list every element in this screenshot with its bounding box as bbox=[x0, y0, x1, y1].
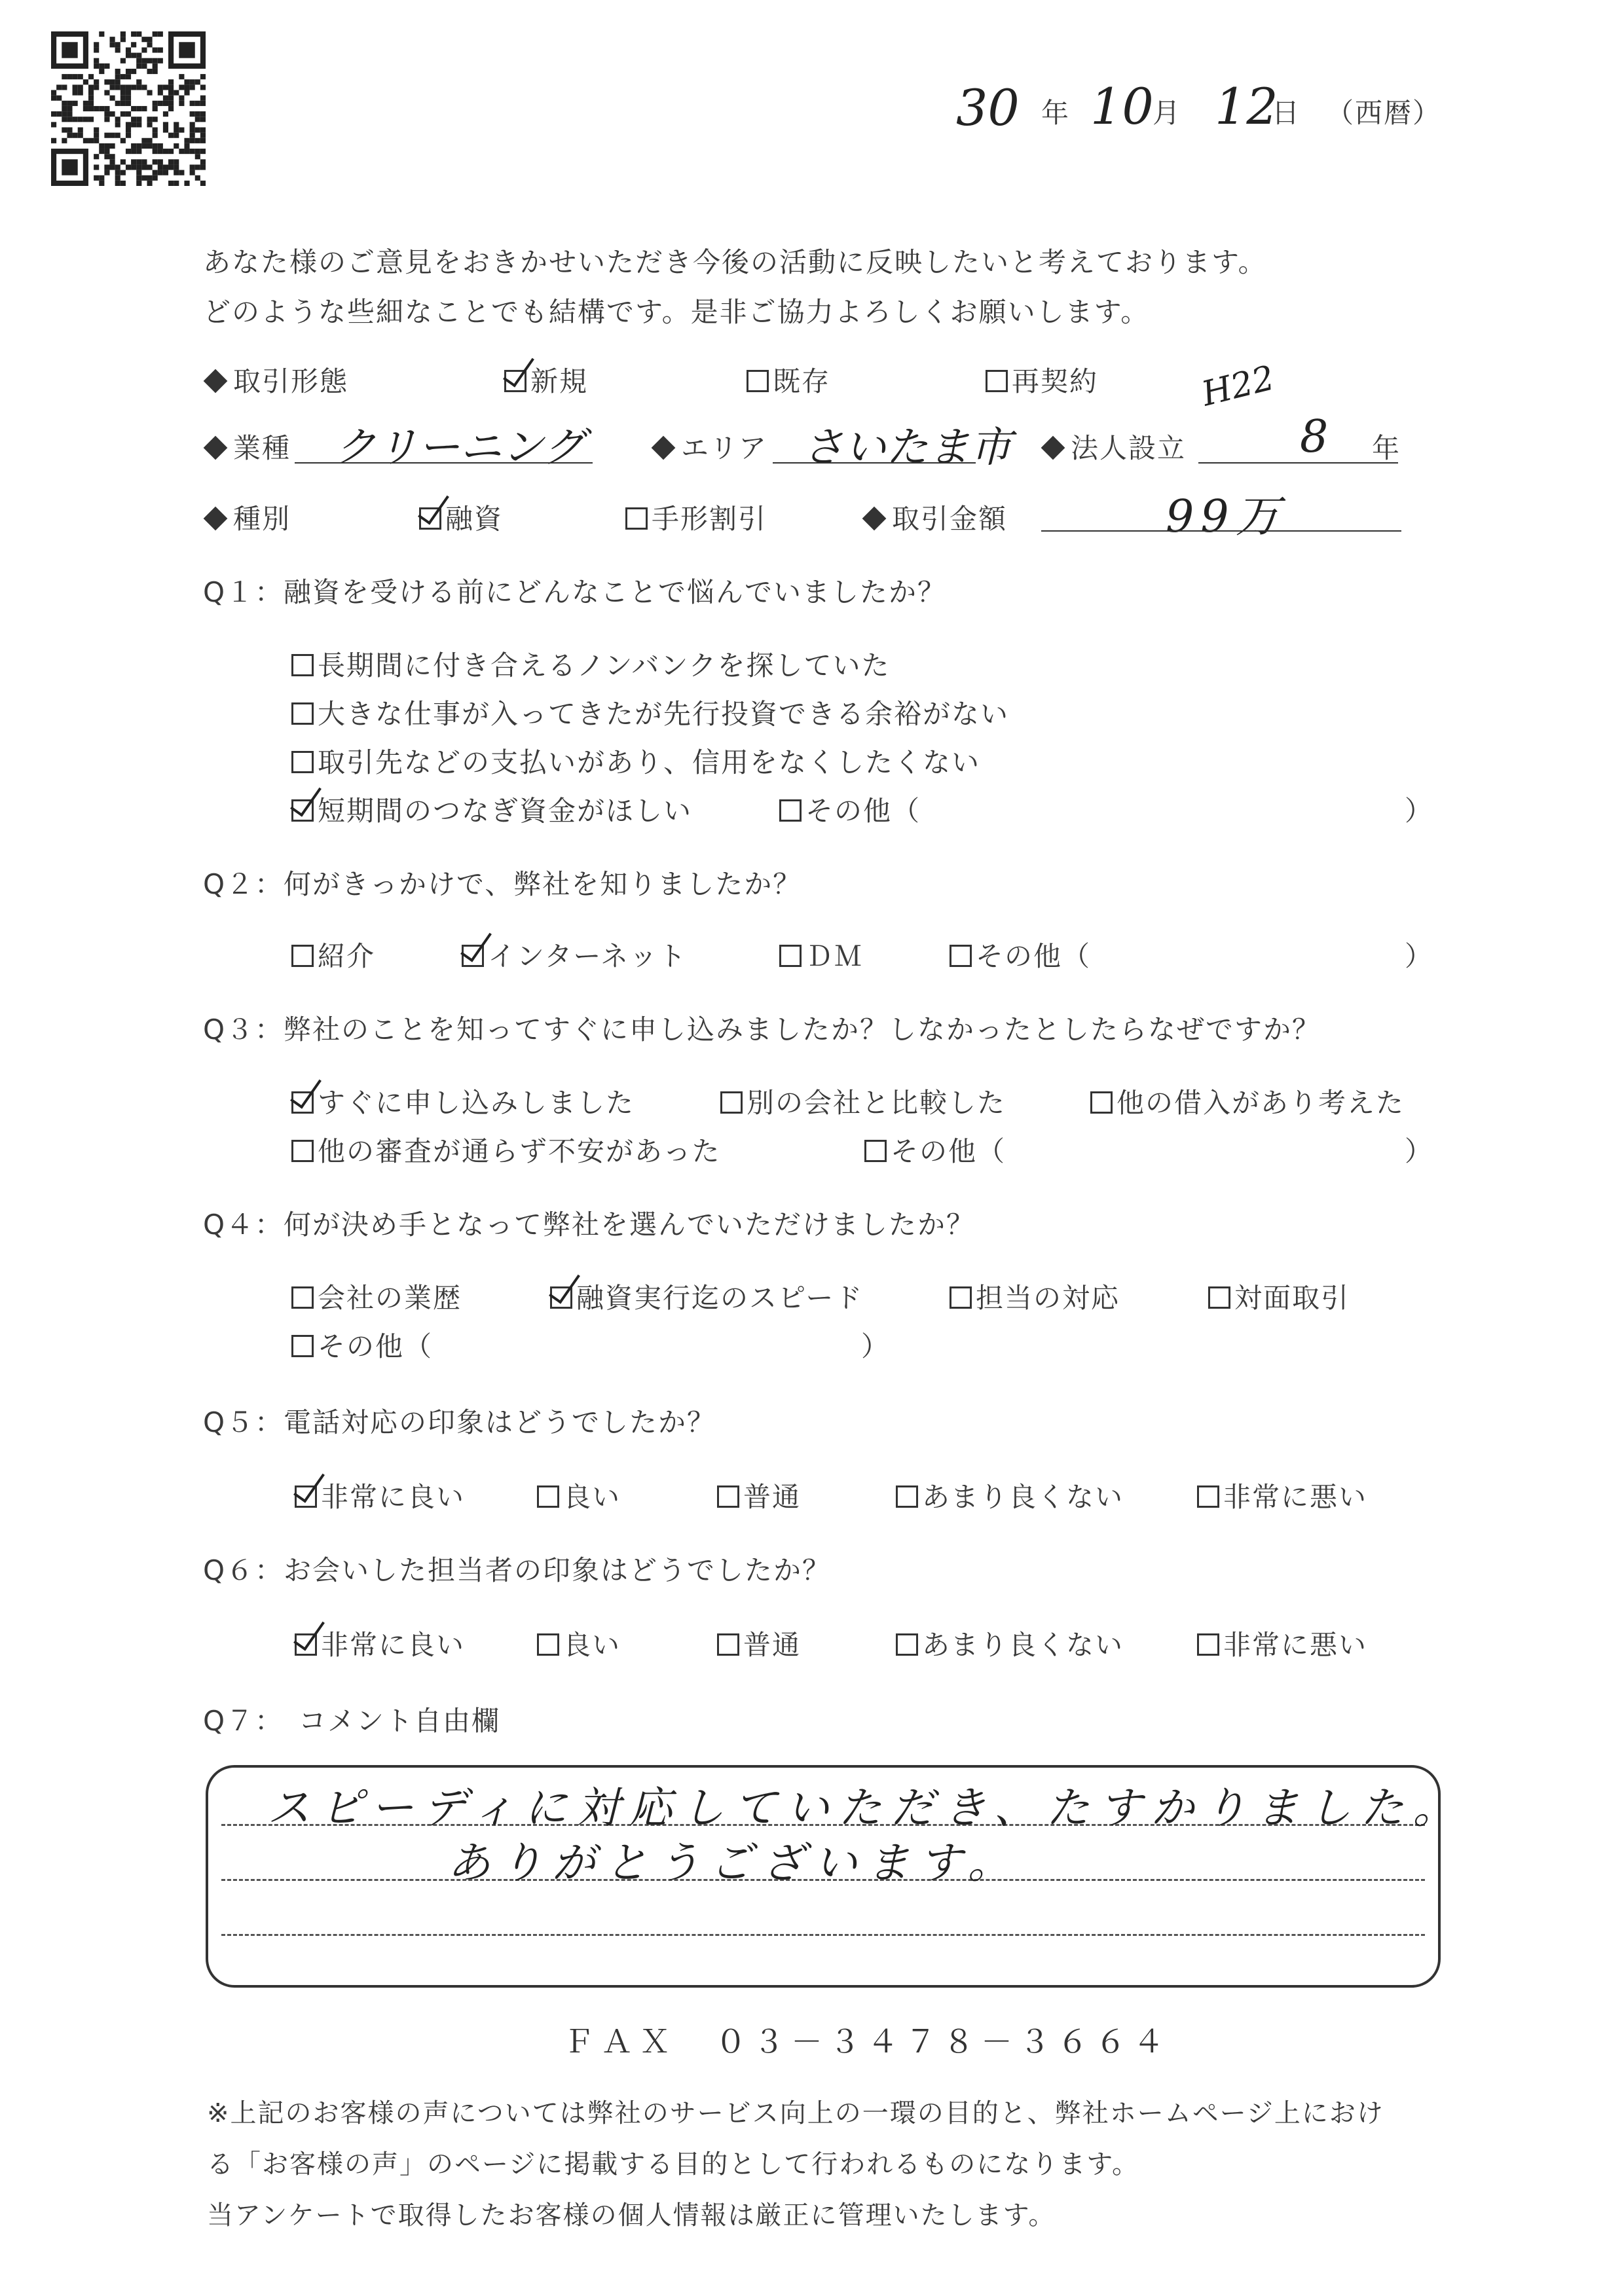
checkbox[interactable] bbox=[295, 1633, 317, 1656]
date-month: 10 bbox=[1090, 77, 1154, 136]
footer-line-3: 当アンケートで取得したお客様の個人情報は厳正に管理いたします。 bbox=[207, 2200, 1056, 2231]
q3-option-applied-soon[interactable]: すぐに申し込みしました bbox=[291, 1082, 635, 1121]
established-era-note: H22 bbox=[1198, 358, 1279, 414]
category-option-loan[interactable]: 融資 bbox=[419, 498, 503, 537]
checkbox[interactable] bbox=[291, 654, 314, 676]
comment-text-line-1: スピーディに対応していただき、たすかりました。 bbox=[267, 1783, 1466, 1833]
industry-underline bbox=[295, 462, 593, 464]
checkbox[interactable] bbox=[625, 507, 648, 530]
category-option-bill-discount[interactable]: 手形割引 bbox=[625, 498, 767, 537]
q4-option-face-to-face[interactable]: 対面取引 bbox=[1208, 1277, 1350, 1316]
comment-line-divider bbox=[221, 1934, 1425, 1936]
industry-value[interactable]: クリーニング bbox=[334, 424, 585, 472]
checkbox[interactable] bbox=[950, 945, 972, 967]
q1-option-1[interactable]: 長期間に付き合えるノンバンクを探していた bbox=[291, 644, 891, 683]
checkbox[interactable] bbox=[291, 1091, 314, 1114]
q6-option-not-good[interactable]: あまり良くない bbox=[896, 1624, 1124, 1663]
checkbox[interactable] bbox=[537, 1485, 559, 1508]
q3-option-other[interactable]: その他（ bbox=[864, 1130, 1006, 1169]
checkbox[interactable] bbox=[779, 799, 802, 822]
deal-type-label: 取引形態 bbox=[207, 360, 348, 399]
date-day: 12 bbox=[1215, 77, 1278, 136]
checkbox[interactable] bbox=[291, 945, 314, 967]
q4-title: Q４：何が決め手となって弊社を選んでいただけましたか？ bbox=[203, 1209, 976, 1241]
checkbox[interactable] bbox=[419, 507, 441, 530]
checkbox[interactable] bbox=[537, 1633, 559, 1656]
q6-title: Q６：お会いした担当者の印象はどうでしたか？ bbox=[203, 1554, 832, 1586]
q4-option-history[interactable]: 会社の業歴 bbox=[291, 1277, 462, 1316]
footer-line-2: る「お客様の声」のページに掲載する目的として行われるものになります。 bbox=[207, 2149, 1139, 2179]
q6-option-very-good[interactable]: 非常に良い bbox=[295, 1624, 465, 1663]
date-month-label: 月 bbox=[1153, 97, 1182, 129]
checkbox[interactable] bbox=[291, 751, 314, 773]
established-unit: 年 bbox=[1372, 432, 1401, 464]
q2-other-close-paren: ） bbox=[1405, 940, 1433, 972]
footer-line-1: ※上記のお客様の声については弊社のサービス向上の一環の目的と、弊社ホームページ上におけ bbox=[207, 2098, 1384, 2128]
checkbox[interactable] bbox=[747, 370, 769, 392]
checkbox[interactable] bbox=[986, 370, 1008, 392]
date-year-label: 年 bbox=[1041, 97, 1071, 129]
q6-option-very-bad[interactable]: 非常に悪い bbox=[1197, 1624, 1367, 1663]
checkbox[interactable] bbox=[717, 1485, 739, 1508]
checkbox[interactable] bbox=[1090, 1091, 1113, 1114]
diamond-bullet-icon bbox=[652, 436, 676, 460]
q4-option-staff[interactable]: 担当の対応 bbox=[950, 1277, 1120, 1316]
q5-title: Q５：電話対応の印象はどうでしたか？ bbox=[203, 1406, 716, 1438]
date-year: 30 bbox=[956, 79, 1020, 137]
q1-other-close-paren: ） bbox=[1405, 795, 1433, 827]
q7-title: Q７： コメント自由欄 bbox=[203, 1705, 501, 1737]
amount-underline bbox=[1041, 530, 1401, 532]
checkbox[interactable] bbox=[291, 1335, 314, 1357]
checkbox[interactable] bbox=[779, 945, 802, 967]
q2-title: Q２：何がきっかけで、弊社を知りましたか？ bbox=[203, 868, 802, 900]
diamond-bullet-icon bbox=[204, 436, 228, 460]
checkbox[interactable] bbox=[291, 1286, 314, 1309]
checkbox[interactable] bbox=[717, 1633, 739, 1656]
checkbox[interactable] bbox=[1208, 1286, 1230, 1309]
q4-option-other[interactable]: その他（ bbox=[291, 1325, 433, 1364]
deal-type-option-renewal[interactable]: 再契約 bbox=[986, 360, 1098, 399]
checkbox[interactable] bbox=[864, 1140, 887, 1162]
date-era-note: （西暦） bbox=[1326, 97, 1442, 129]
deal-type-option-existing[interactable]: 既存 bbox=[747, 360, 830, 399]
q1-option-3[interactable]: 取引先などの支払いがあり、信用をなくしたくない bbox=[291, 741, 980, 780]
q2-option-dm[interactable]: ＤＭ bbox=[779, 935, 863, 974]
q5-option-good[interactable]: 良い bbox=[537, 1476, 621, 1515]
intro-line-1: あなた様のご意見をおきかせいただき今後の活動に反映したいと考えております。 bbox=[203, 246, 1267, 278]
q2-option-internet[interactable]: インターネット bbox=[462, 935, 687, 974]
fax-number: ＦＡＸ ０３－３４７８－３６６４ bbox=[563, 2024, 1172, 2060]
intro-line-2: どのような些細なことでも結構です。是非ご協力よろしくお願いします。 bbox=[203, 296, 1150, 328]
q3-option-anxious[interactable]: 他の審査が通らず不安があった bbox=[291, 1130, 721, 1169]
amount-label: 取引金額 bbox=[866, 498, 1007, 537]
checkbox[interactable] bbox=[896, 1633, 918, 1656]
q5-option-very-bad[interactable]: 非常に悪い bbox=[1197, 1476, 1367, 1515]
diamond-bullet-icon bbox=[204, 507, 228, 531]
checkbox[interactable] bbox=[291, 702, 314, 725]
checkbox[interactable] bbox=[295, 1485, 317, 1508]
checkbox[interactable] bbox=[291, 799, 314, 822]
q3-title: Q３：弊社のことを知ってすぐに申し込みましたか？しなかったとしたらなぜですか？ bbox=[203, 1013, 1321, 1046]
established-underline bbox=[1198, 462, 1398, 464]
established-label: 法人設立 bbox=[1044, 427, 1186, 466]
checkbox[interactable] bbox=[550, 1286, 572, 1309]
q3-other-close-paren: ） bbox=[1405, 1135, 1433, 1167]
q3-option-compared[interactable]: 別の会社と比較した bbox=[720, 1082, 1006, 1121]
qr-code bbox=[51, 31, 206, 186]
q1-option-2[interactable]: 大きな仕事が入ってきたが先行投資できる余裕がない bbox=[291, 693, 1009, 732]
checkbox[interactable] bbox=[291, 1140, 314, 1162]
deal-type-option-new[interactable]: 新規 bbox=[504, 360, 588, 399]
q5-option-very-good[interactable]: 非常に良い bbox=[295, 1476, 465, 1515]
date-day-label: 日 bbox=[1272, 97, 1301, 129]
comment-box[interactable] bbox=[206, 1765, 1466, 1988]
area-label: エリア bbox=[655, 427, 767, 466]
checkbox[interactable] bbox=[1197, 1485, 1219, 1508]
area-underline bbox=[773, 462, 976, 464]
diamond-bullet-icon bbox=[862, 507, 887, 531]
checkbox[interactable] bbox=[1197, 1633, 1219, 1656]
comment-text-line-2: ありがとうございます。 bbox=[447, 1838, 1020, 1888]
q6-option-normal[interactable]: 普通 bbox=[717, 1624, 801, 1663]
q4-option-speed[interactable]: 融資実行迄のスピード bbox=[550, 1277, 863, 1316]
q6-option-good[interactable]: 良い bbox=[537, 1624, 621, 1663]
q5-option-not-good[interactable]: あまり良くない bbox=[896, 1476, 1124, 1515]
q1-option-other[interactable]: その他（ bbox=[779, 790, 921, 829]
checkbox[interactable] bbox=[462, 945, 484, 967]
checkbox[interactable] bbox=[504, 370, 526, 392]
q4-other-close-paren: ） bbox=[861, 1330, 889, 1362]
area-value[interactable]: さいたま市 bbox=[802, 424, 1012, 472]
checkbox[interactable] bbox=[950, 1286, 972, 1309]
q1-title: Q１：融資を受ける前にどんなことで悩んでいましたか？ bbox=[203, 576, 947, 608]
established-value[interactable]: 8 bbox=[1300, 411, 1329, 463]
q5-option-normal[interactable]: 普通 bbox=[717, 1476, 801, 1515]
amount-value[interactable]: 99万 bbox=[1166, 491, 1287, 543]
q2-option-referral[interactable]: 紹介 bbox=[291, 935, 375, 974]
diamond-bullet-icon bbox=[1041, 436, 1065, 460]
checkbox[interactable] bbox=[896, 1485, 918, 1508]
q1-option-4[interactable]: 短期間のつなぎ資金がほしい bbox=[291, 790, 692, 829]
q3-option-other-loans[interactable]: 他の借入があり考えた bbox=[1090, 1082, 1405, 1121]
q2-option-other[interactable]: その他（ bbox=[950, 935, 1091, 974]
industry-label: 業種 bbox=[207, 427, 291, 466]
category-label: 種別 bbox=[207, 498, 291, 537]
diamond-bullet-icon bbox=[204, 369, 228, 393]
checkbox[interactable] bbox=[720, 1091, 743, 1114]
